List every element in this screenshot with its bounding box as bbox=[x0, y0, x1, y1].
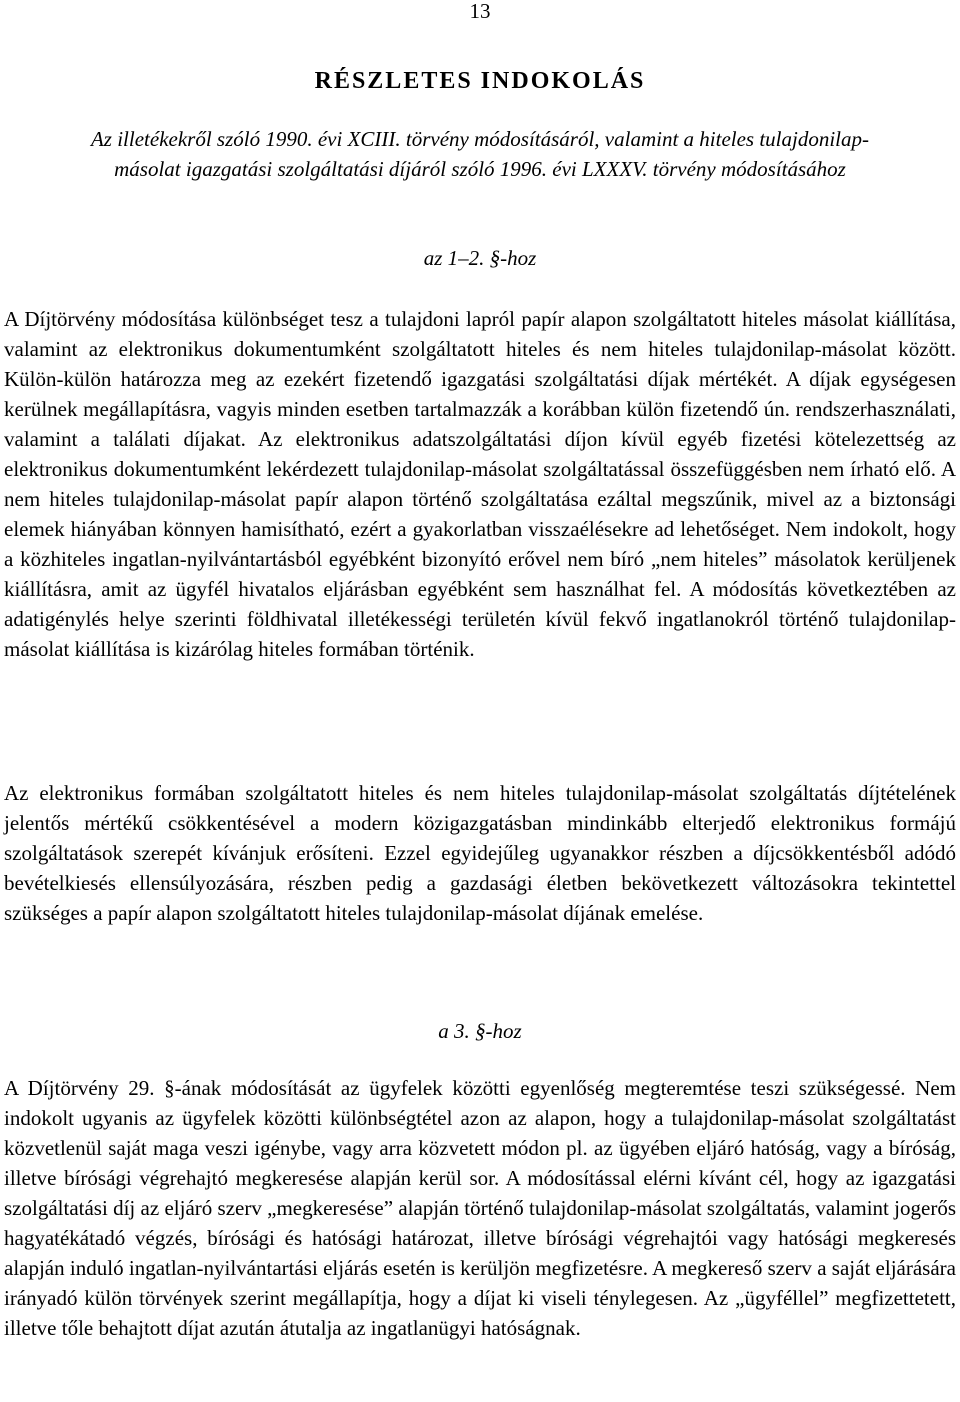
section-title-2: a 3. §-hoz bbox=[438, 1019, 522, 1043]
section-1-paragraph-1: A Díjtörvény módosítása különbséget tesz a tulajdoni lapról papír alapon szolgáltatott hiteles másolat kiállítása, valamint az elektronikus dokumentumként szolgáltatott hiteles és nem hiteles tulajdonilap-másolat között. Külön-külön határozza meg az ezekért fizetendő igazgatási szolgáltatási díjak mértékét. A díjak egységesen kerülnek megállapításra, vagyis minden esetben tartalmazzák a korábban külön fizetendő ún. rendszerhasználati, valamint a találati díjakat. Az elektronikus adatszolgáltatási díjon kívül egyéb fizetési kötelezettség az elektronikus dokumentumként lekérdezett tulajdonilap-másolat szolgáltatással összefüggésben nem írható elő. A nem hiteles tulajdonilap-másolat papír alapon történő szolgáltatása ezáltal megszűnik, mivel az a biztonsági elemek hiányában könnyen hamisítható, ezért a gyakorlatban visszaélésekre ad lehetőséget. Nem indokolt, hogy a közhiteles ingatlan-nyilvántartásból egyébként bizonyító erővel nem bíró „nem hiteles” másolatok kerüljenek kiállításra, amit az ügyfél hivatalos eljárásban egyébként sem használhat fel. A módosítás következtében az adatigénylés helye szerinti földhivatal illetékességi területén kívül fekvő ingatlanokról történő tulajdonilap-másolat kiállítása is kizárólag hiteles formában történik. bbox=[4, 307, 956, 661]
page-number: 13 bbox=[469, 0, 491, 23]
subtitle-line-1: Az illetékekről szóló 1990. évi XCIII. törvény módosításáról, valamint a hiteles tulajdonilap- bbox=[90, 127, 870, 151]
section-1-paragraph-2: Az elektronikus formában szolgáltatott hiteles és nem hiteles tulajdonilap-másolat szolgáltatás díjtételének jelentős mértékű csökkentésével a modern közigazgatásban mindinkább elterjedő elektronikus formájú szolgáltatások szerepét kívánjuk erősíteni. Ezzel egyidejűleg ugyanakkor részben a díjcsökkentésből adódó bevételkiesés ellensúlyozására, részben pedig a gazdasági életben bekövetkezett változásokra tekintettel szükséges a papír alapon szolgáltatott hiteles tulajdonilap-másolat díjának emelése. bbox=[4, 781, 956, 925]
section-title-1: az 1–2. §-hoz bbox=[423, 246, 537, 270]
subtitle-line-2: másolat igazgatási szolgáltatási díjáról szóló 1996. évi LXXXV. törvény módosításához bbox=[114, 157, 846, 181]
document-subtitle bbox=[0, 124, 960, 184]
section-2-paragraph-1: A Díjtörvény 29. §-ának módosítását az ügyfelek közötti egyenlőség megteremtése teszi szükségessé. Nem indokolt ugyanis az ügyfelek közötti különbségtétel azon az alapon, hogy a tulajdonilap-másolat szolgáltatást közvetlenül saját maga veszi igénybe, vagy arra közvetett módon pl. az ügyében eljáró hatóság, vagy a bíróság, illetve bírósági végrehajtó megkeresése alapján kerül sor. A módosítással elérni kívánt cél, hogy az igazgatási szolgáltatási díj az eljáró szerv „megkeresése” alapján történő tulajdonilap-másolat szolgáltatás, valamint jogerős hagyatékátadó végzés, bírósági és hatósági határozat, illetve bírósági végrehajtói vagy hatósági megkeresés alapján induló ingatlan-nyilvántartási eljárás esetén is kerüljön megfizetésre. A megkereső szerv a saját eljárására irányadó külön törvények szerint megállapítja, hogy a díjat ki viseli ténylegesen. Az „ügyféllel” megfizettetett, illetve tőle behajtott díjat azután átutalja az ingatlanügyi hatóságnak. bbox=[4, 1076, 956, 1340]
document-heading: RÉSZLETES INDOKOLÁS bbox=[314, 68, 646, 94]
